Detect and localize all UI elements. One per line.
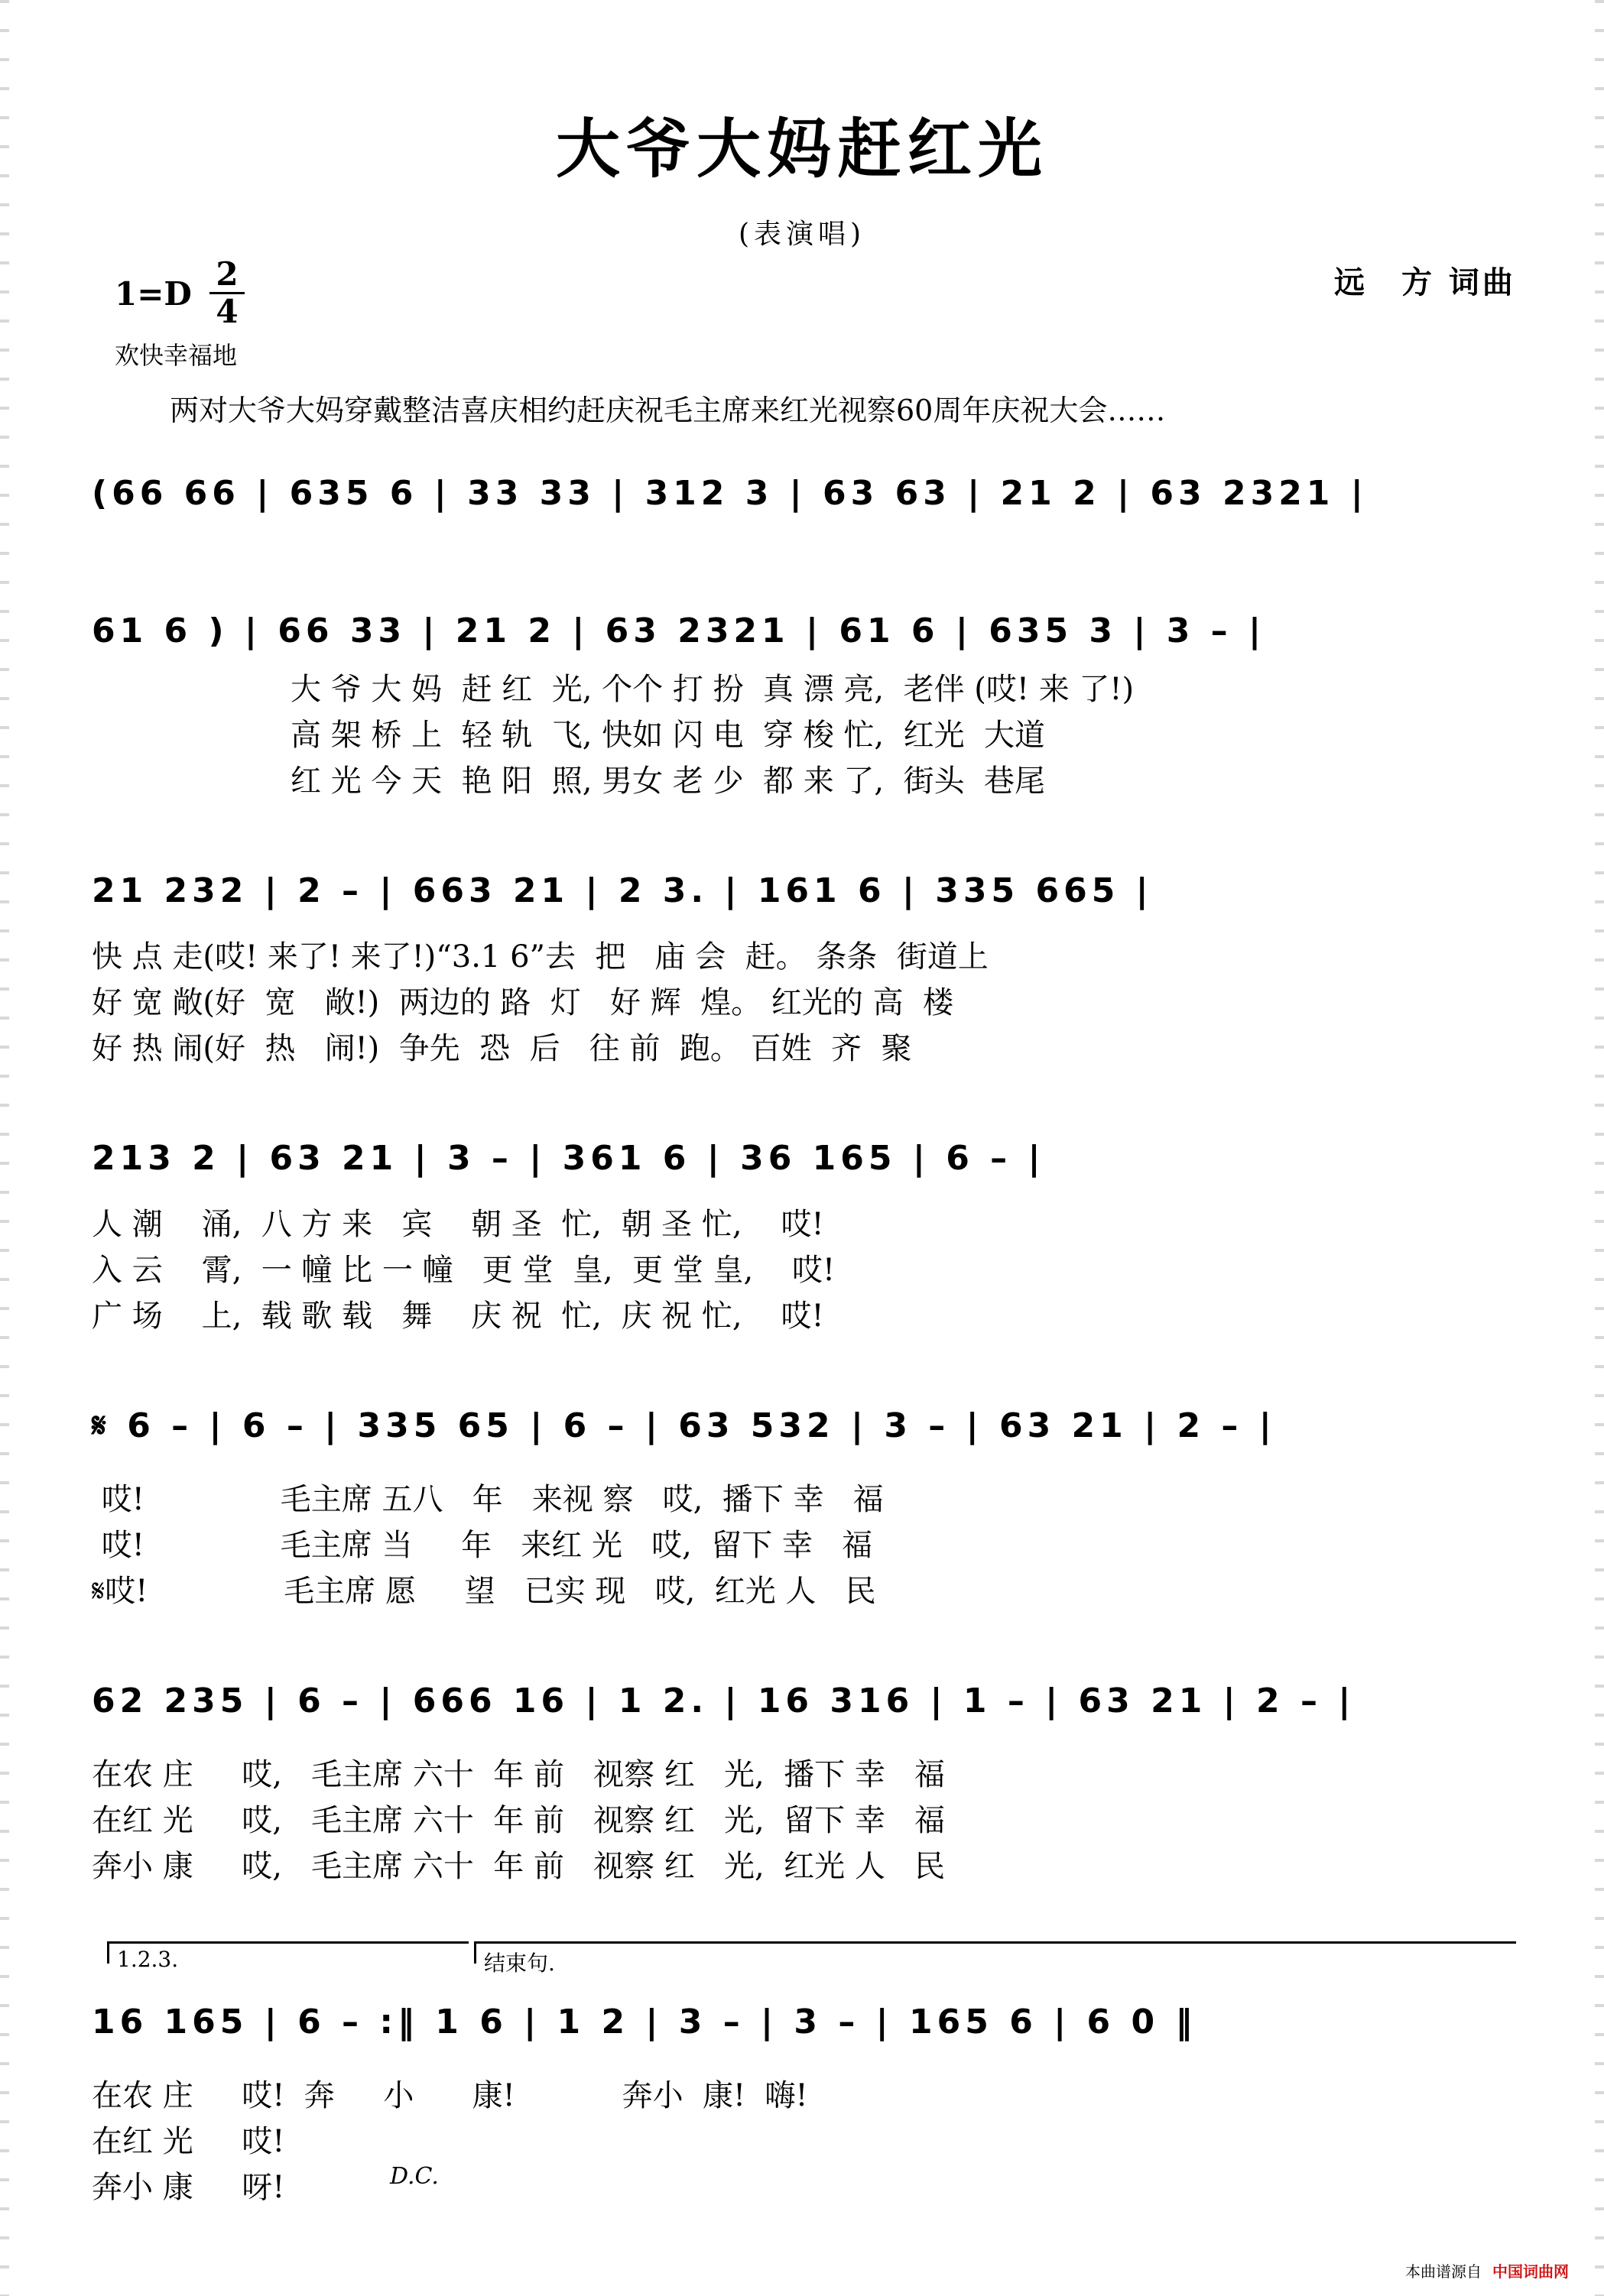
lyric-verse-3: 好 热 闹(好 热 闹!) 争先 恐 后 往 前 跑。 百姓 齐 聚	[92, 1031, 912, 1066]
time-denominator: 4	[216, 293, 239, 330]
lyric-verse-2: 高 架 桥 上 轻 轨 飞, 快如 闪 电 穿 梭 忙, 红光 大道	[291, 718, 1046, 753]
lyric-verse-2: 在红 光 哎, 毛主席 六十 年 前 视察 红 光, 留下 幸 福	[92, 1803, 946, 1838]
volta-first-ending	[107, 1941, 469, 1972]
notation-row: (66 66 | 635 6 | 33 33 | 312 3 | 63 63 | 21 2 | 63 2321 |	[92, 474, 1368, 513]
score-line-3	[92, 856, 1514, 1078]
right-edge-watermark	[1595, 0, 1604, 2296]
score-line-4	[92, 1124, 1514, 1345]
lyric-verse-2: 在红 光 哎!	[92, 2124, 285, 2159]
volta-ending-label: 结束句.	[484, 1951, 555, 1976]
left-edge-watermark	[0, 0, 9, 2296]
tempo-marking: 欢快幸福地	[115, 341, 238, 370]
lyric-verse-1: 人 潮 涌, 八 方 来 宾 朝 圣 忙, 朝 圣 忙, 哎!	[92, 1207, 824, 1242]
lyric-verse-1: 快 点 走(哎! 来了! 来了!)“3.1 6”去 把 庙 会 赶。 条条 街道上	[92, 939, 989, 975]
notation-row: 16 165 | 6 – :‖ 1 6 | 1 2 | 3 – | 3 – | 165 6 | 6 0 ‖	[92, 2003, 1197, 2041]
footer-site: 中国词曲网	[1492, 2262, 1569, 2281]
lyric-verse-1: 哎! 毛主席 五八 年 来视 察 哎, 播下 幸 福	[92, 1482, 884, 1517]
lyric-verse-3: 红 光 今 天 艳 阳 照, 男女 老 少 都 来 了, 街头 巷尾	[291, 764, 1046, 799]
notation-row: 62 235 | 6 – | 666 16 | 1 2. | 16 316 | 1 – | 63 21 | 2 – |	[92, 1681, 1356, 1720]
notation-row: 𝄋 6 – | 6 – | 335 65 | 6 – | 63 532 | 3 – | 63 21 | 2 – |	[92, 1406, 1276, 1445]
score-line-6	[92, 1666, 1514, 1895]
score-line-1	[92, 459, 1514, 527]
lyric-verse-1: 在农 庄 哎! 奔 小 康! 奔小 康! 嗨!	[92, 2078, 808, 2113]
lyric-verse-2: 好 宽 敞(好 宽 敞!) 两边的 路 灯 好 辉 煌。 红光的 高 楼	[92, 985, 954, 1020]
lyric-verse-3: 广 场 上, 载 歌 载 舞 庆 祝 忙, 庆 祝 忙, 哎!	[92, 1299, 824, 1334]
song-subtitle: (表演唱)	[738, 219, 866, 250]
notation-row: 61 6 ) | 66 33 | 21 2 | 63 2321 | 61 6 | 635 3 | 3 – |	[92, 611, 1266, 650]
time-signature	[209, 257, 245, 329]
notation-row: 213 2 | 63 21 | 3 – | 361 6 | 36 165 | 6 – |	[92, 1139, 1045, 1178]
key-signature: 1=D	[115, 275, 192, 313]
notation-row: 21 232 | 2 – | 663 21 | 2 3. | 161 6 | 335 665 |	[92, 871, 1153, 910]
composer-credit: 远 方 词曲	[1334, 264, 1516, 300]
lyric-verse-3: 奔小 康 哎, 毛主席 六十 年 前 视察 红 光, 红光 人 民	[92, 1849, 946, 1884]
lyric-verse-1: 大 爷 大 妈 赶 红 光, 个个 打 扮 真 漂 亮, 老伴 (哎! 来 了!)	[291, 672, 1135, 707]
da-capo-mark: D.C.	[390, 2163, 439, 2190]
source-footer	[1405, 2259, 1569, 2281]
volta-first-label: 1.2.3.	[117, 1947, 179, 1972]
lyric-verse-3: 奔小 康 呀!	[92, 2170, 285, 2205]
footer-source: 本曲谱源自	[1405, 2262, 1482, 2281]
volta-ending-phrase	[474, 1941, 1516, 1976]
score-line-2	[92, 596, 1514, 810]
score-line-7	[92, 1941, 1514, 2205]
lyric-verse-2: 入 云 霄, 一 幢 比 一 幢 更 堂 皇, 更 堂 皇, 哎!	[92, 1253, 836, 1288]
lyric-verse-3: 𝄋哎! 毛主席 愿 望 已实 现 哎, 红光 人 民	[92, 1574, 876, 1609]
lyric-verse-1: 在农 庄 哎, 毛主席 六十 年 前 视察 红 光, 播下 幸 福	[92, 1757, 946, 1792]
lyric-verse-2: 哎! 毛主席 当 年 来红 光 哎, 留下 幸 福	[92, 1528, 873, 1563]
performance-note: 两对大爷大妈穿戴整洁喜庆相约赶庆祝毛主席来红光视察60周年庆祝大会……	[170, 394, 1166, 427]
score-line-5	[92, 1376, 1514, 1613]
time-numerator: 2	[209, 257, 245, 294]
song-title: 大爷大妈赶红光	[555, 111, 1048, 186]
